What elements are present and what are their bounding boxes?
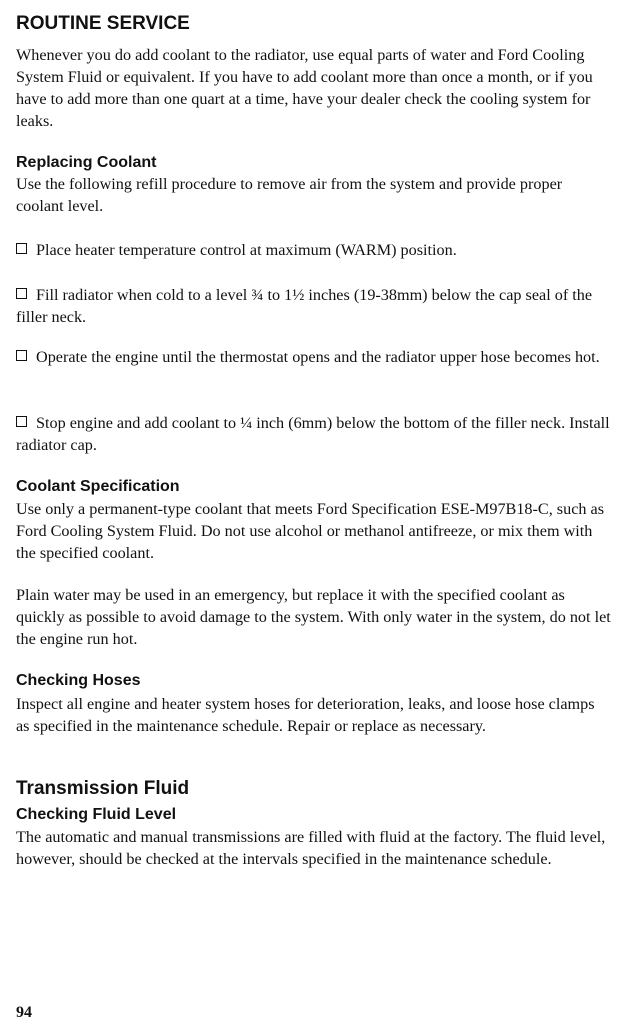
checkbox-icon (16, 350, 27, 361)
step-item (16, 346, 612, 368)
checkbox-icon (16, 416, 27, 427)
checking-hoses-text: Inspect all engine and heater system hoses for deterioration, leaks, and loose hose clamps as specified in the maintenance schedule. Repair or replace as necessary. (16, 695, 595, 735)
coolant-specification-heading: Coolant Specification (16, 478, 180, 495)
step-item (16, 284, 612, 328)
coolant-specification-text: Use only a permanent-type coolant that meets Ford Specification ESE-M97B18-C, such as Ford Cooling System Fluid. Do not use alcohol or methanol antifreeze, or mix them with the specified coolant. (16, 500, 605, 562)
routine-service-intro: Whenever you do add coolant to the radiator, use equal parts of water and Ford Cooling System Fluid or equivalent. If you have to add coolant more than once a month, or if you have to add more than one quart at a time, have your dealer check the cooling system for leaks. (16, 46, 593, 130)
routine-service-heading: ROUTINE SERVICE (16, 13, 190, 34)
replacing-coolant-heading: Replacing Coolant (16, 154, 157, 171)
step-text: Fill radiator when cold to a level ¾ to 1½ inches (19-38mm) below the cap seal of the filler neck. (16, 286, 593, 326)
checkbox-icon (16, 288, 27, 299)
checking-fluid-level-text: The automatic and manual transmissions are filled with fluid at the factory. The fluid level, however, should be checked at the intervals specified in the maintenance schedule. (16, 828, 606, 868)
step-item (16, 239, 612, 261)
step-text: Stop engine and add coolant to ¼ inch (6mm) below the bottom of the filler neck. Install radiator cap. (16, 414, 610, 454)
step-text: Operate the engine until the thermostat opens and the radiator upper hose becomes hot. (36, 348, 600, 366)
replacing-coolant-intro: Use the following refill procedure to remove air from the system and provide proper coolant level. (16, 175, 563, 215)
step-text: Place heater temperature control at maximum (WARM) position. (36, 241, 457, 259)
plain-water-text: Plain water may be used in an emergency, but replace it with the specified coolant as quickly as possible to avoid damage to the system. With only water in the system, do not let the engine run hot. (16, 586, 611, 648)
page-number: 94 (16, 1004, 32, 1021)
transmission-fluid-heading: Transmission Fluid (16, 778, 190, 799)
checking-hoses-heading: Checking Hoses (16, 672, 141, 689)
step-item (16, 412, 612, 456)
checking-fluid-level-heading: Checking Fluid Level (16, 806, 177, 823)
checkbox-icon (16, 243, 27, 254)
